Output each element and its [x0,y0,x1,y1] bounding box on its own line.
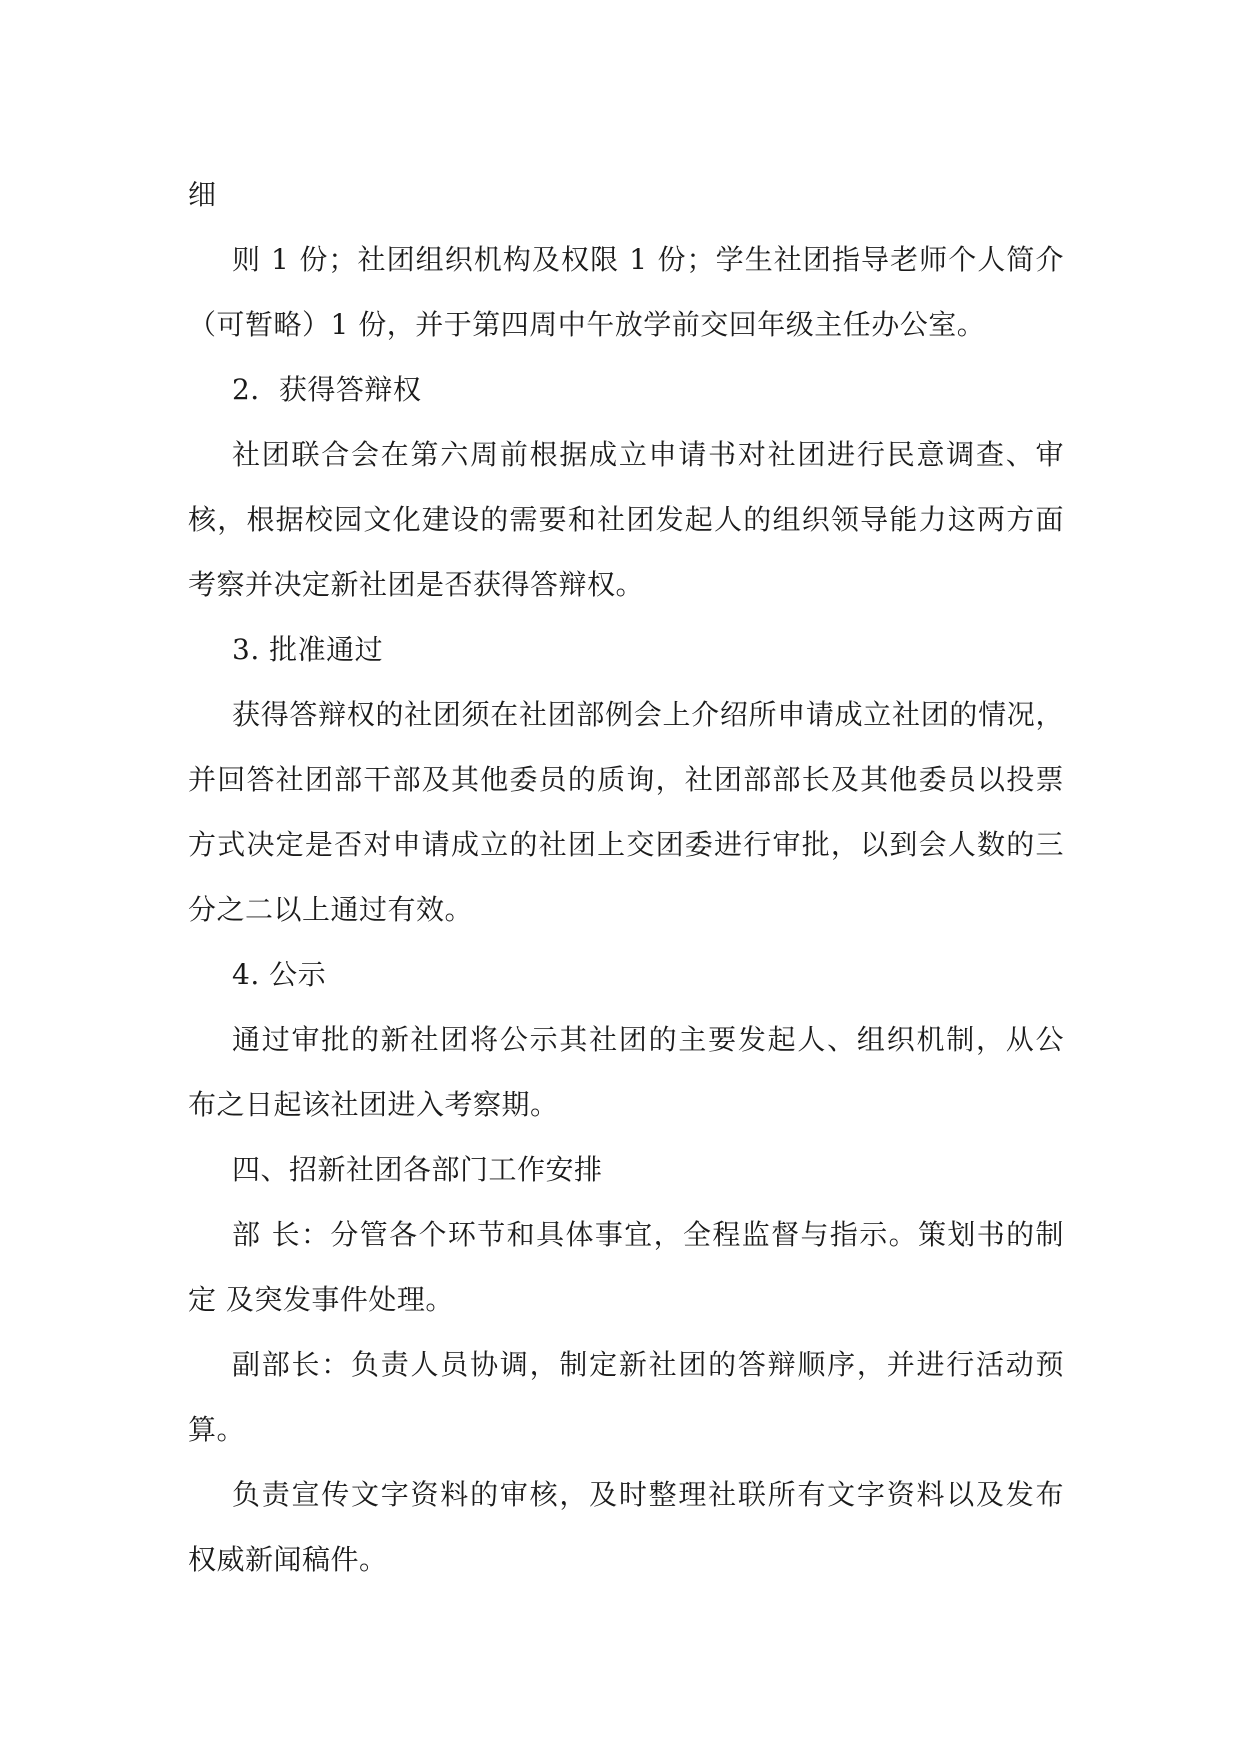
text-line: 负责宣传文字资料的审核，及时整理社联所有文字资料以及发布 [232,1478,1064,1511]
document-body [188,162,1064,1592]
text-line: 部 长：分管各个环节和具体事宜，全程监督与指示。策划书的制 [232,1218,1064,1251]
text-line: 方式决定是否对申请成立的社团上交团委进行审批，以到会人数的三 [188,828,1064,861]
text-line: 定 及突发事件处理。 [188,1283,454,1316]
text-line: 核，根据校园文化建设的需要和社团发起人的组织领导能力这两方面 [188,503,1064,536]
text-line: 考察并决定新社团是否获得答辩权。 [188,568,645,601]
text-line: 副部长：负责人员协调，制定新社团的答辩顺序，并进行活动预 [232,1348,1064,1381]
section-heading: 四、招新社团各部门工作安排 [232,1153,603,1186]
text-line: 算。 [188,1413,246,1446]
section-heading: 3. 批准通过 [232,633,384,666]
section-heading: 2．获得答辩权 [232,373,422,406]
text-line: 通过审批的新社团将公示其社团的主要发起人、组织机制，从公 [232,1023,1064,1056]
section-heading: 4. 公示 [232,958,327,991]
text-line: 则 1 份；社团组织机构及权限 1 份；学生社团指导老师个人简介 [232,243,1064,276]
text-line: 分之二以上通过有效。 [188,893,474,926]
text-line: 布之日起该社团进入考察期。 [188,1088,559,1121]
text-line: 细 [188,178,217,211]
text-line: 获得答辩权的社团须在社团部例会上介绍所申请成立社团的情况， [232,698,1064,731]
text-line: 并回答社团部干部及其他委员的质询，社团部部长及其他委员以投票 [188,763,1064,796]
text-line: 权威新闻稿件。 [188,1543,388,1576]
text-line: （可暂略）1 份，并于第四周中午放学前交回年级主任办公室。 [188,308,986,341]
text-line: 社团联合会在第六周前根据成立申请书对社团进行民意调查、审 [232,438,1064,471]
